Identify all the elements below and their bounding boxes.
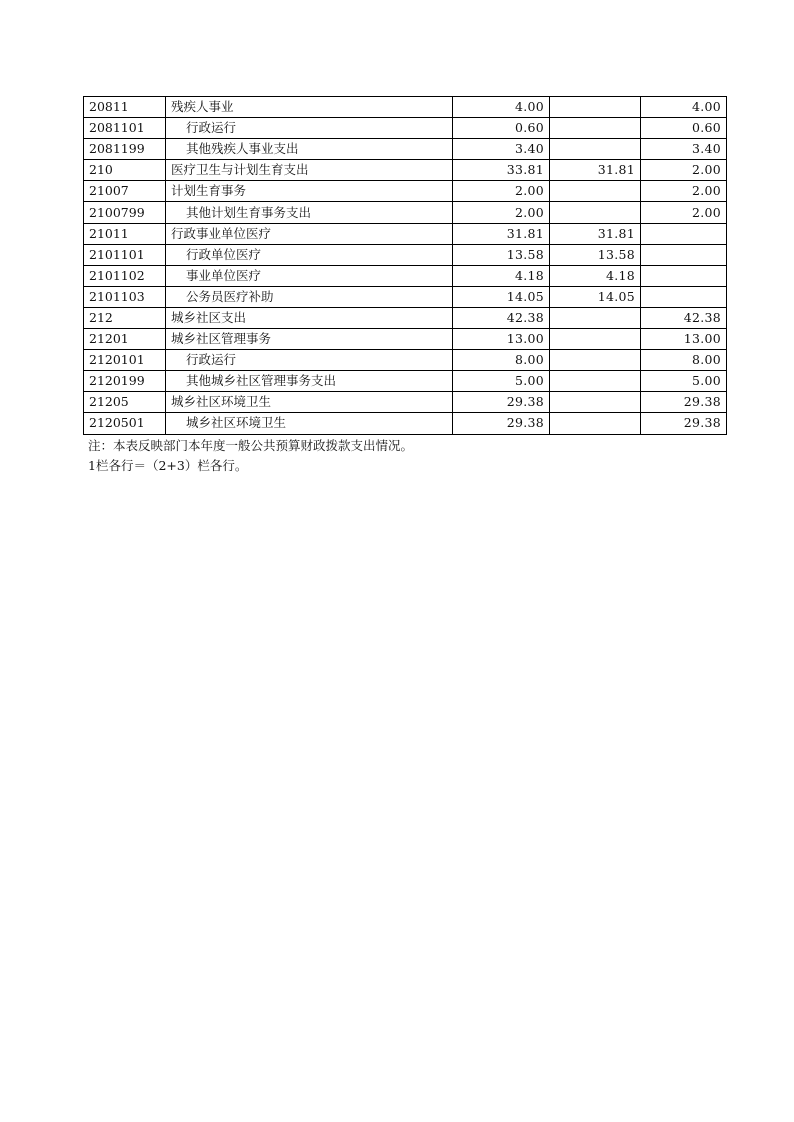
subject-name-cell: 医疗卫生与计划生育支出: [166, 160, 453, 181]
subject-code-cell: 2101102: [84, 265, 166, 286]
column-2-amount-cell: [550, 139, 641, 160]
table-row: [84, 286, 727, 307]
column-3-amount-cell: 42.38: [641, 307, 727, 328]
column-3-amount-cell: 2.00: [641, 160, 727, 181]
subject-code-cell: 21205: [84, 392, 166, 413]
table-row: [84, 307, 727, 328]
subject-name-cell: 城乡社区支出: [166, 307, 453, 328]
column-3-amount-cell: 4.00: [641, 97, 727, 118]
table-row: [84, 139, 727, 160]
subject-name-cell: 城乡社区环境卫生: [166, 392, 453, 413]
subject-code-cell: 2101101: [84, 244, 166, 265]
subject-name-cell: 事业单位医疗: [166, 265, 453, 286]
column-2-amount-cell: [550, 350, 641, 371]
total-amount-cell: 13.58: [453, 244, 550, 265]
subject-code-cell: 212: [84, 307, 166, 328]
subject-code-cell: 21007: [84, 181, 166, 202]
total-amount-cell: 3.40: [453, 139, 550, 160]
table-notes: [88, 436, 413, 476]
column-3-amount-cell: 3.40: [641, 139, 727, 160]
total-amount-cell: 13.00: [453, 329, 550, 350]
table-row: [84, 202, 727, 223]
total-amount-cell: 4.00: [453, 97, 550, 118]
subject-name-cell: 其他计划生育事务支出: [166, 202, 453, 223]
table-row: [84, 223, 727, 244]
subject-code-cell: 2081101: [84, 118, 166, 139]
column-2-amount-cell: [550, 413, 641, 434]
table-row: [84, 329, 727, 350]
subject-name-cell: 其他城乡社区管理事务支出: [166, 371, 453, 392]
total-amount-cell: 2.00: [453, 202, 550, 223]
table-row: [84, 413, 727, 434]
table-row: [84, 160, 727, 181]
column-3-amount-cell: [641, 244, 727, 265]
subject-name-cell: 城乡社区管理事务: [166, 329, 453, 350]
column-2-amount-cell: 31.81: [550, 223, 641, 244]
column-3-amount-cell: [641, 265, 727, 286]
table-body: [84, 97, 727, 435]
subject-name-cell: 行政运行: [166, 118, 453, 139]
column-2-amount-cell: [550, 97, 641, 118]
column-2-amount-cell: 14.05: [550, 286, 641, 307]
column-2-amount-cell: [550, 202, 641, 223]
total-amount-cell: 29.38: [453, 392, 550, 413]
column-3-amount-cell: 29.38: [641, 392, 727, 413]
subject-name-cell: 残疾人事业: [166, 97, 453, 118]
column-3-amount-cell: 13.00: [641, 329, 727, 350]
column-2-amount-cell: 13.58: [550, 244, 641, 265]
table-row: [84, 181, 727, 202]
table-row: [84, 371, 727, 392]
table-row: [84, 244, 727, 265]
column-2-amount-cell: 31.81: [550, 160, 641, 181]
column-2-amount-cell: [550, 371, 641, 392]
subject-code-cell: 210: [84, 160, 166, 181]
column-2-amount-cell: [550, 118, 641, 139]
subject-code-cell: 20811: [84, 97, 166, 118]
column-2-amount-cell: [550, 307, 641, 328]
subject-code-cell: 2120199: [84, 371, 166, 392]
column-3-amount-cell: [641, 223, 727, 244]
column-3-amount-cell: 5.00: [641, 371, 727, 392]
table-row: [84, 97, 727, 118]
total-amount-cell: 31.81: [453, 223, 550, 244]
subject-name-cell: 计划生育事务: [166, 181, 453, 202]
total-amount-cell: 4.18: [453, 265, 550, 286]
total-amount-cell: 0.60: [453, 118, 550, 139]
subject-code-cell: 21201: [84, 329, 166, 350]
column-2-amount-cell: [550, 181, 641, 202]
column-3-amount-cell: 8.00: [641, 350, 727, 371]
column-2-amount-cell: [550, 329, 641, 350]
total-amount-cell: 29.38: [453, 413, 550, 434]
subject-name-cell: 行政事业单位医疗: [166, 223, 453, 244]
total-amount-cell: 5.00: [453, 371, 550, 392]
table-row: [84, 265, 727, 286]
subject-code-cell: 21011: [84, 223, 166, 244]
column-3-amount-cell: [641, 286, 727, 307]
column-3-amount-cell: 0.60: [641, 118, 727, 139]
column-3-amount-cell: 2.00: [641, 181, 727, 202]
table-row: [84, 392, 727, 413]
subject-name-cell: 行政运行: [166, 350, 453, 371]
column-2-amount-cell: 4.18: [550, 265, 641, 286]
total-amount-cell: 42.38: [453, 307, 550, 328]
column-3-amount-cell: 2.00: [641, 202, 727, 223]
column-2-amount-cell: [550, 392, 641, 413]
note-line-1: 注：本表反映部门本年度一般公共预算财政拨款支出情况。: [88, 438, 414, 453]
subject-code-cell: 2101103: [84, 286, 166, 307]
subject-code-cell: 2100799: [84, 202, 166, 223]
subject-name-cell: 行政单位医疗: [166, 244, 453, 265]
subject-code-cell: 2120101: [84, 350, 166, 371]
column-3-amount-cell: 29.38: [641, 413, 727, 434]
subject-code-cell: 2120501: [84, 413, 166, 434]
subject-name-cell: 其他残疾人事业支出: [166, 139, 453, 160]
total-amount-cell: 14.05: [453, 286, 550, 307]
subject-name-cell: 公务员医疗补助: [166, 286, 453, 307]
table-row: [84, 118, 727, 139]
total-amount-cell: 33.81: [453, 160, 550, 181]
table-row: [84, 350, 727, 371]
total-amount-cell: 8.00: [453, 350, 550, 371]
subject-code-cell: 2081199: [84, 139, 166, 160]
total-amount-cell: 2.00: [453, 181, 550, 202]
budget-expenditure-table: [83, 96, 727, 435]
subject-name-cell: 城乡社区环境卫生: [166, 413, 453, 434]
note-line-2: 1栏各行＝（2+3）栏各行。: [88, 458, 248, 473]
